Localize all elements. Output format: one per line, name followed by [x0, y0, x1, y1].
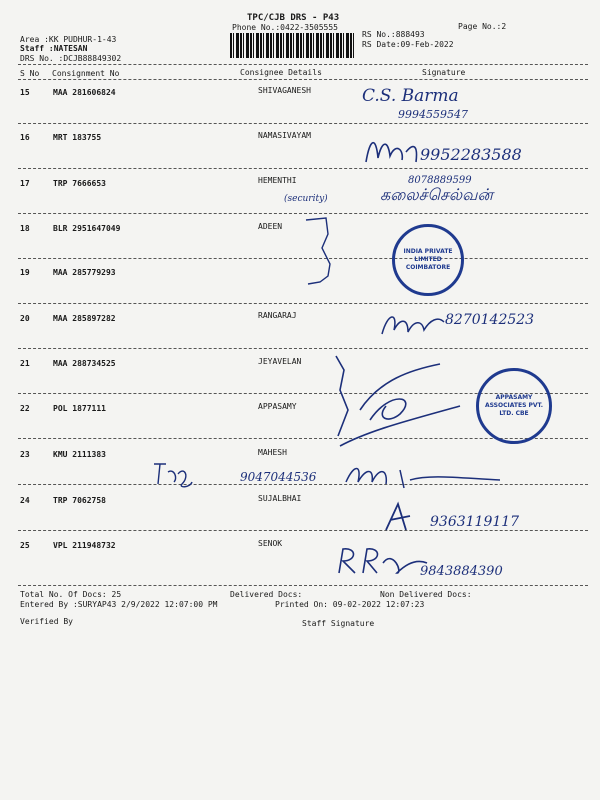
col-consignee: Consignee Details	[240, 68, 322, 77]
rs-date: RS Date:09-Feb-2022	[362, 40, 454, 49]
row-divider	[18, 348, 588, 349]
row-consignment: POL 1877111	[53, 404, 106, 413]
header-divider-top	[18, 64, 588, 65]
row-sno: 22	[20, 404, 30, 413]
area-label: Area :KK PUDHUR-1-43	[20, 35, 117, 44]
signature-20-scribble	[378, 308, 448, 342]
row-sno: 18	[20, 224, 30, 233]
row-consignee: NAMASIVAYAM	[258, 131, 311, 140]
barcode	[230, 33, 355, 58]
stamp-1-text: INDIA PRIVATE LIMITED COIMBATORE	[403, 248, 453, 271]
row-sno: 20	[20, 314, 30, 323]
row-consignee: HEMENTHI	[258, 176, 297, 185]
signature-16-phone: 9952283588	[420, 145, 522, 164]
header-divider-bottom	[18, 79, 588, 80]
row-sno: 19	[20, 268, 30, 277]
row-consignee: JEYAVELAN	[258, 357, 302, 366]
staff-label: Staff :NATESAN	[20, 44, 88, 53]
row-consignment: TRP 7666653	[53, 179, 106, 188]
row-consignee: RANGARAJ	[258, 311, 297, 320]
row-consignee: SENOK	[258, 539, 283, 548]
signature-17-phone: 8078889599	[408, 175, 472, 186]
company-stamp-2	[476, 368, 552, 444]
printed-on: Printed On: 09-02-2022 12:07:23	[275, 600, 425, 609]
row-sno: 15	[20, 88, 30, 97]
row-consignee: ADEEN	[258, 222, 283, 231]
signature-17-note: (security)	[284, 194, 328, 204]
row-consignment: MRT 183755	[53, 133, 102, 142]
document-title: TPC/CJB DRS - P43	[247, 13, 340, 23]
row-sno: 21	[20, 359, 30, 368]
signature-23-initials	[150, 458, 195, 488]
stamp-2-text: APPASAMY ASSOCIATES PVT. LTD. CBE	[484, 394, 544, 417]
signature-18-scribble	[300, 214, 350, 290]
row-consignment: BLR 2951647049	[53, 224, 121, 233]
row-consignment: MAA 285779293	[53, 268, 116, 277]
signature-21-scribble	[330, 350, 470, 450]
signature-15-phone: 9994559547	[398, 108, 468, 121]
col-consignment: Consignment No	[52, 69, 120, 78]
signature-25-phone: 9843884390	[420, 564, 503, 579]
total-docs: Total No. Of Docs: 25	[20, 590, 122, 599]
signature-24-phone: 9363119117	[430, 514, 520, 530]
row-consignment: MAA 288734525	[53, 359, 116, 368]
verified-by: Verified By	[20, 617, 73, 626]
col-signature: Signature	[422, 68, 466, 77]
row-divider	[18, 168, 588, 169]
row-sno: 23	[20, 450, 30, 459]
company-stamp-1	[392, 224, 464, 296]
row-sno: 25	[20, 541, 30, 550]
row-consignment: TRP 7062758	[53, 496, 106, 505]
rs-number: RS No.:888493	[362, 30, 425, 39]
signature-20-phone: 8270142523	[445, 312, 535, 328]
row-divider	[18, 303, 588, 304]
row-consignee: APPASAMY	[258, 402, 297, 411]
row-sno: 24	[20, 496, 30, 505]
row-consignment: KMU 2111383	[53, 450, 106, 459]
row-consignee: SUJALBHAI	[258, 494, 302, 503]
row-consignee: SHIVAGANESH	[258, 86, 311, 95]
row-consignment: MAA 281606824	[53, 88, 116, 97]
row-sno: 17	[20, 179, 30, 188]
signature-23-scribble	[340, 460, 510, 492]
signature-17-tamil: கலைச்செல்வன்	[380, 185, 493, 204]
row-divider	[18, 530, 588, 531]
row-consignment: MAA 285897282	[53, 314, 116, 323]
drs-number: DRS No. :DCJB88849302	[20, 54, 122, 63]
entered-by: Entered By :SURYAP43 2/9/2022 12:07:00 PM	[20, 600, 218, 609]
signature-24-scribble	[382, 500, 416, 534]
delivered-docs: Delivered Docs:	[230, 590, 303, 599]
phone-number: Phone No.:0422-3505555	[232, 23, 338, 32]
row-consignee: MAHESH	[258, 448, 287, 457]
page-number: Page No.:2	[458, 22, 507, 31]
col-sno: S No	[20, 69, 40, 78]
signature-15: C.S. Barma	[362, 86, 459, 106]
row-consignment: VPL 211948732	[53, 541, 116, 550]
row-sno: 16	[20, 133, 30, 142]
signature-23-phone: 9047044536	[240, 470, 317, 484]
row-divider	[18, 123, 588, 124]
row-divider	[18, 585, 588, 586]
staff-signature: Staff Signature	[302, 619, 375, 628]
signature-16-scribble	[362, 132, 422, 168]
signature-25-scribble	[333, 543, 433, 579]
non-delivered-docs: Non Delivered Docs:	[380, 590, 472, 599]
